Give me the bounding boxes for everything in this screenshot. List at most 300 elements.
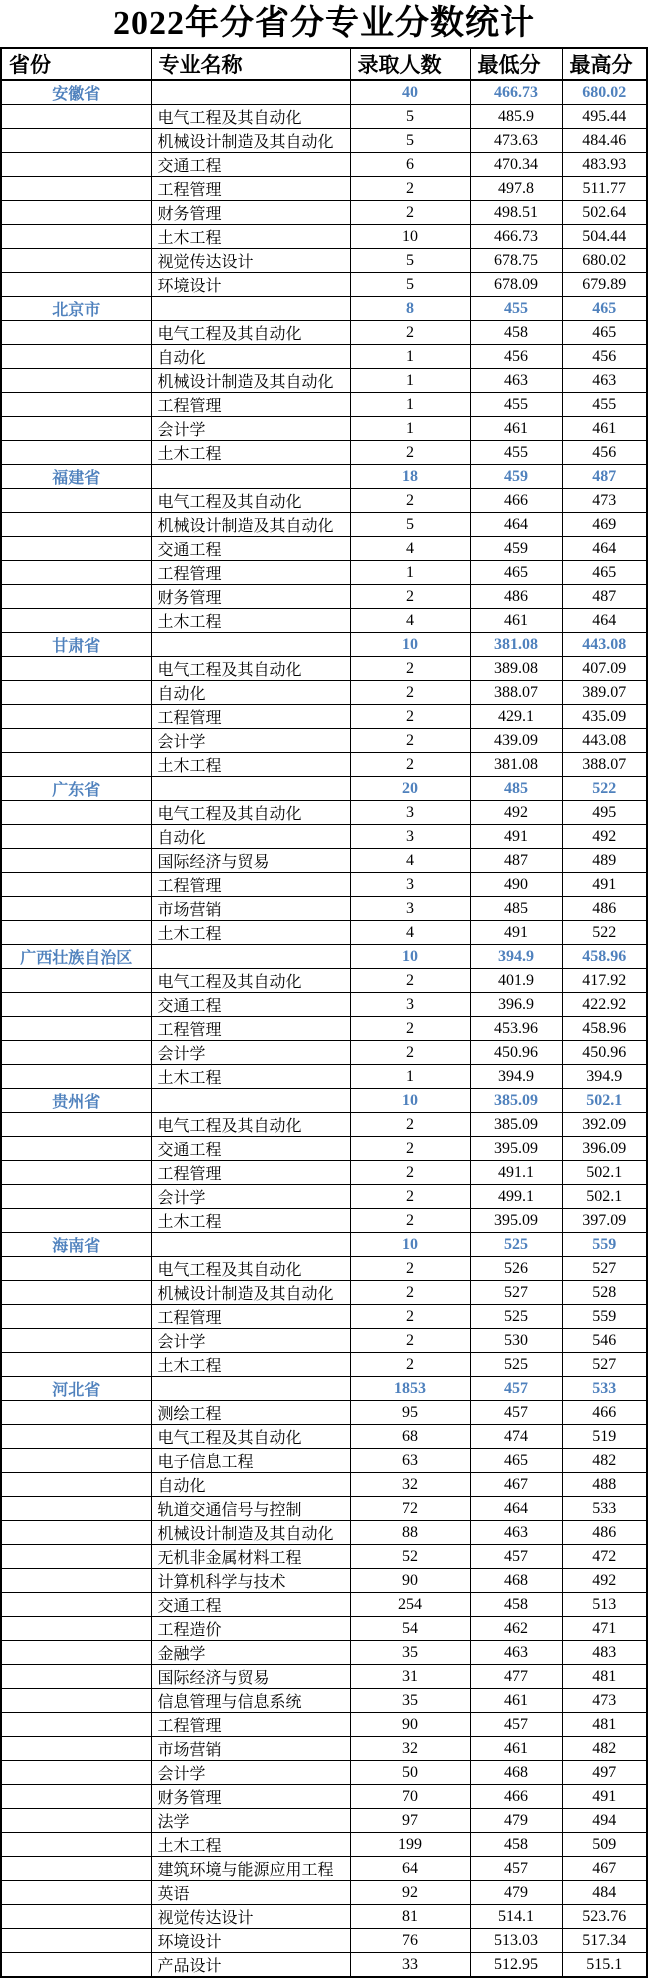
min-score-cell: 401.9 — [470, 969, 562, 993]
min-score-cell: 461 — [470, 609, 562, 633]
major-name-cell: 机械设计制造及其自动化 — [151, 1281, 350, 1305]
max-score-cell: 495 — [562, 801, 647, 825]
major-name-cell: 计算机科学与技术 — [151, 1569, 350, 1593]
max-score-cell: 443.08 — [562, 729, 647, 753]
province-name-cell — [1, 1881, 151, 1905]
admit-count-cell: 254 — [350, 1593, 470, 1617]
province-name-cell — [1, 105, 151, 129]
max-score-cell: 463 — [562, 369, 647, 393]
max-score-cell: 519 — [562, 1425, 647, 1449]
max-score-cell: 509 — [562, 1833, 647, 1857]
major-name-cell: 工程管理 — [151, 177, 350, 201]
major-name-cell: 会计学 — [151, 729, 350, 753]
major-name-cell: 电气工程及其自动化 — [151, 1257, 350, 1281]
min-score-cell: 498.51 — [470, 201, 562, 225]
admit-count-cell: 2 — [350, 1305, 470, 1329]
max-score-cell: 484.46 — [562, 129, 647, 153]
admit-count-cell: 2 — [350, 1161, 470, 1185]
min-score-cell: 514.1 — [470, 1905, 562, 1929]
major-row — [1, 825, 647, 849]
admit-count-cell: 88 — [350, 1521, 470, 1545]
major-row — [1, 705, 647, 729]
major-name-cell — [151, 777, 350, 801]
min-score-cell: 463 — [470, 369, 562, 393]
admit-count-cell: 1 — [350, 1065, 470, 1089]
province-name-cell — [1, 177, 151, 201]
admit-count-cell: 3 — [350, 993, 470, 1017]
major-name-cell — [151, 1377, 350, 1401]
major-row — [1, 1521, 647, 1545]
major-row — [1, 249, 647, 273]
major-name-cell: 电气工程及其自动化 — [151, 489, 350, 513]
province-name-cell — [1, 1569, 151, 1593]
min-score-cell: 394.9 — [470, 945, 562, 969]
major-name-cell: 电气工程及其自动化 — [151, 1425, 350, 1449]
admit-count-cell: 2 — [350, 1017, 470, 1041]
province-name-cell — [1, 1209, 151, 1233]
min-score-cell: 492 — [470, 801, 562, 825]
major-row — [1, 969, 647, 993]
max-score-cell: 517.34 — [562, 1929, 647, 1953]
max-score-cell: 473 — [562, 489, 647, 513]
major-name-cell: 财务管理 — [151, 1785, 350, 1809]
province-name-cell — [1, 249, 151, 273]
province-name-cell — [1, 225, 151, 249]
province-name-cell: 河北省 — [1, 1377, 151, 1401]
major-row — [1, 201, 647, 225]
scores-table — [0, 47, 648, 1978]
province-name-cell — [1, 537, 151, 561]
min-score-cell: 468 — [470, 1569, 562, 1593]
major-row — [1, 921, 647, 945]
max-score-cell: 513 — [562, 1593, 647, 1617]
max-score-cell: 491 — [562, 1785, 647, 1809]
max-score-cell: 528 — [562, 1281, 647, 1305]
major-row — [1, 513, 647, 537]
province-summary-row — [1, 465, 647, 489]
major-row — [1, 321, 647, 345]
min-score-cell: 389.08 — [470, 657, 562, 681]
province-name-cell — [1, 1641, 151, 1665]
province-name-cell — [1, 1521, 151, 1545]
province-summary-row — [1, 80, 647, 105]
max-score-cell: 388.07 — [562, 753, 647, 777]
max-score-cell: 527 — [562, 1353, 647, 1377]
major-row — [1, 537, 647, 561]
max-score-cell: 515.1 — [562, 1953, 647, 1978]
admit-count-cell: 1 — [350, 369, 470, 393]
min-score-cell: 525 — [470, 1233, 562, 1257]
major-name-cell: 交通工程 — [151, 1593, 350, 1617]
admit-count-cell: 3 — [350, 873, 470, 897]
min-score-cell: 439.09 — [470, 729, 562, 753]
province-name-cell — [1, 993, 151, 1017]
province-name-cell — [1, 1785, 151, 1809]
province-name-cell — [1, 417, 151, 441]
min-score-cell: 485.9 — [470, 105, 562, 129]
header-max-score: 最高分 — [562, 48, 647, 80]
province-name-cell — [1, 1425, 151, 1449]
admit-count-cell: 76 — [350, 1929, 470, 1953]
min-score-cell: 474 — [470, 1425, 562, 1449]
major-name-cell: 财务管理 — [151, 201, 350, 225]
major-name-cell: 工程管理 — [151, 393, 350, 417]
admit-count-cell: 1 — [350, 345, 470, 369]
major-row — [1, 1881, 647, 1905]
province-name-cell — [1, 729, 151, 753]
province-name-cell — [1, 1497, 151, 1521]
major-name-cell: 环境设计 — [151, 273, 350, 297]
major-name-cell: 自动化 — [151, 825, 350, 849]
major-row — [1, 657, 647, 681]
max-score-cell: 482 — [562, 1737, 647, 1761]
min-score-cell: 381.08 — [470, 633, 562, 657]
table-body — [1, 80, 647, 1977]
major-row — [1, 1281, 647, 1305]
major-row — [1, 1041, 647, 1065]
major-name-cell: 交通工程 — [151, 993, 350, 1017]
major-name-cell: 工程管理 — [151, 1305, 350, 1329]
min-score-cell: 479 — [470, 1809, 562, 1833]
max-score-cell: 502.1 — [562, 1089, 647, 1113]
major-row — [1, 153, 647, 177]
admit-count-cell: 18 — [350, 465, 470, 489]
min-score-cell: 456 — [470, 345, 562, 369]
province-name-cell — [1, 705, 151, 729]
major-row — [1, 729, 647, 753]
province-name-cell: 甘肃省 — [1, 633, 151, 657]
min-score-cell: 525 — [470, 1353, 562, 1377]
major-row — [1, 993, 647, 1017]
province-name-cell: 北京市 — [1, 297, 151, 321]
major-row — [1, 873, 647, 897]
major-name-cell: 会计学 — [151, 1329, 350, 1353]
province-name-cell — [1, 273, 151, 297]
max-score-cell: 458.96 — [562, 1017, 647, 1041]
max-score-cell: 489 — [562, 849, 647, 873]
min-score-cell: 512.95 — [470, 1953, 562, 1978]
admit-count-cell: 1 — [350, 393, 470, 417]
min-score-cell: 525 — [470, 1305, 562, 1329]
province-name-cell — [1, 1281, 151, 1305]
admit-count-cell: 2 — [350, 681, 470, 705]
major-name-cell: 土木工程 — [151, 1833, 350, 1857]
major-name-cell — [151, 633, 350, 657]
major-row — [1, 1953, 647, 1978]
admit-count-cell: 52 — [350, 1545, 470, 1569]
max-score-cell: 502.64 — [562, 201, 647, 225]
min-score-cell: 455 — [470, 297, 562, 321]
min-score-cell: 485 — [470, 897, 562, 921]
admit-count-cell: 10 — [350, 225, 470, 249]
max-score-cell: 680.02 — [562, 249, 647, 273]
major-name-cell: 电气工程及其自动化 — [151, 105, 350, 129]
major-name-cell: 测绘工程 — [151, 1401, 350, 1425]
major-name-cell: 电气工程及其自动化 — [151, 1113, 350, 1137]
min-score-cell: 467 — [470, 1473, 562, 1497]
major-row — [1, 1929, 647, 1953]
province-name-cell — [1, 1113, 151, 1137]
major-name-cell: 工程管理 — [151, 705, 350, 729]
major-row — [1, 1473, 647, 1497]
major-name-cell: 会计学 — [151, 1041, 350, 1065]
major-row — [1, 441, 647, 465]
admit-count-cell: 8 — [350, 297, 470, 321]
min-score-cell: 461 — [470, 417, 562, 441]
major-row — [1, 1617, 647, 1641]
min-score-cell: 468 — [470, 1761, 562, 1785]
province-summary-row — [1, 777, 647, 801]
major-name-cell: 土木工程 — [151, 225, 350, 249]
max-score-cell: 443.08 — [562, 633, 647, 657]
major-name-cell: 机械设计制造及其自动化 — [151, 513, 350, 537]
major-row — [1, 273, 647, 297]
min-score-cell: 487 — [470, 849, 562, 873]
min-score-cell: 464 — [470, 1497, 562, 1521]
min-score-cell: 385.09 — [470, 1113, 562, 1137]
admit-count-cell: 5 — [350, 513, 470, 537]
province-name-cell — [1, 1953, 151, 1978]
min-score-cell: 463 — [470, 1641, 562, 1665]
major-name-cell: 土木工程 — [151, 753, 350, 777]
admit-count-cell: 2 — [350, 201, 470, 225]
admit-count-cell: 32 — [350, 1737, 470, 1761]
min-score-cell: 458 — [470, 1833, 562, 1857]
major-name-cell: 建筑环境与能源应用工程 — [151, 1857, 350, 1881]
max-score-cell: 481 — [562, 1713, 647, 1737]
admit-count-cell: 2 — [350, 1137, 470, 1161]
major-row — [1, 1545, 647, 1569]
major-name-cell — [151, 1089, 350, 1113]
major-name-cell: 无机非金属材料工程 — [151, 1545, 350, 1569]
admit-count-cell: 1853 — [350, 1377, 470, 1401]
major-row — [1, 1833, 647, 1857]
admit-count-cell: 35 — [350, 1689, 470, 1713]
admit-count-cell: 92 — [350, 1881, 470, 1905]
admit-count-cell: 40 — [350, 80, 470, 105]
max-score-cell: 522 — [562, 777, 647, 801]
major-name-cell: 电气工程及其自动化 — [151, 321, 350, 345]
major-name-cell: 工程管理 — [151, 1017, 350, 1041]
min-score-cell: 461 — [470, 1737, 562, 1761]
province-name-cell — [1, 1761, 151, 1785]
max-score-cell: 472 — [562, 1545, 647, 1569]
min-score-cell: 473.63 — [470, 129, 562, 153]
admit-count-cell: 20 — [350, 777, 470, 801]
admit-count-cell: 35 — [350, 1641, 470, 1665]
major-row — [1, 561, 647, 585]
major-row — [1, 1425, 647, 1449]
max-score-cell: 679.89 — [562, 273, 647, 297]
max-score-cell: 559 — [562, 1305, 647, 1329]
admit-count-cell: 64 — [350, 1857, 470, 1881]
major-name-cell: 工程管理 — [151, 1161, 350, 1185]
major-name-cell: 电气工程及其自动化 — [151, 657, 350, 681]
min-score-cell: 395.09 — [470, 1209, 562, 1233]
header-row — [1, 48, 647, 80]
province-name-cell: 广东省 — [1, 777, 151, 801]
min-score-cell: 678.75 — [470, 249, 562, 273]
admit-count-cell: 10 — [350, 633, 470, 657]
major-name-cell: 机械设计制造及其自动化 — [151, 1521, 350, 1545]
header-admit-count: 录取人数 — [350, 48, 470, 80]
major-row — [1, 1569, 647, 1593]
province-name-cell — [1, 1905, 151, 1929]
province-name-cell — [1, 1041, 151, 1065]
province-name-cell: 福建省 — [1, 465, 151, 489]
province-name-cell — [1, 1929, 151, 1953]
max-score-cell: 491 — [562, 873, 647, 897]
province-name-cell — [1, 1593, 151, 1617]
major-row — [1, 225, 647, 249]
max-score-cell: 533 — [562, 1497, 647, 1521]
major-row — [1, 1017, 647, 1041]
major-row — [1, 417, 647, 441]
major-name-cell: 电气工程及其自动化 — [151, 969, 350, 993]
header-min-score: 最低分 — [470, 48, 562, 80]
admit-count-cell: 68 — [350, 1425, 470, 1449]
major-name-cell: 交通工程 — [151, 537, 350, 561]
min-score-cell: 465 — [470, 561, 562, 585]
min-score-cell: 526 — [470, 1257, 562, 1281]
major-name-cell: 英语 — [151, 1881, 350, 1905]
major-name-cell: 电子信息工程 — [151, 1449, 350, 1473]
major-name-cell: 自动化 — [151, 345, 350, 369]
major-name-cell: 工程管理 — [151, 1713, 350, 1737]
major-name-cell: 会计学 — [151, 1185, 350, 1209]
major-row — [1, 1113, 647, 1137]
major-row — [1, 1641, 647, 1665]
min-score-cell: 385.09 — [470, 1089, 562, 1113]
admit-count-cell: 10 — [350, 1233, 470, 1257]
max-score-cell: 502.1 — [562, 1161, 647, 1185]
major-row — [1, 1161, 647, 1185]
major-row — [1, 129, 647, 153]
max-score-cell: 465 — [562, 321, 647, 345]
major-name-cell: 交通工程 — [151, 1137, 350, 1161]
major-row — [1, 897, 647, 921]
min-score-cell: 463 — [470, 1521, 562, 1545]
max-score-cell: 394.9 — [562, 1065, 647, 1089]
max-score-cell: 422.92 — [562, 993, 647, 1017]
admit-count-cell: 50 — [350, 1761, 470, 1785]
min-score-cell: 453.96 — [470, 1017, 562, 1041]
province-name-cell — [1, 801, 151, 825]
major-row — [1, 1785, 647, 1809]
min-score-cell: 479 — [470, 1881, 562, 1905]
major-name-cell: 市场营销 — [151, 897, 350, 921]
major-row — [1, 753, 647, 777]
major-name-cell: 土木工程 — [151, 921, 350, 945]
admit-count-cell: 2 — [350, 441, 470, 465]
province-summary-row — [1, 1233, 647, 1257]
max-score-cell: 456 — [562, 441, 647, 465]
max-score-cell: 435.09 — [562, 705, 647, 729]
max-score-cell: 464 — [562, 609, 647, 633]
max-score-cell: 494 — [562, 1809, 647, 1833]
min-score-cell: 457 — [470, 1713, 562, 1737]
min-score-cell: 466 — [470, 1785, 562, 1809]
max-score-cell: 527 — [562, 1257, 647, 1281]
max-score-cell: 450.96 — [562, 1041, 647, 1065]
admit-count-cell: 63 — [350, 1449, 470, 1473]
min-score-cell: 466 — [470, 489, 562, 513]
province-name-cell — [1, 1329, 151, 1353]
admit-count-cell: 2 — [350, 969, 470, 993]
min-score-cell: 459 — [470, 465, 562, 489]
max-score-cell: 473 — [562, 1689, 647, 1713]
admit-count-cell: 2 — [350, 489, 470, 513]
province-name-cell — [1, 825, 151, 849]
max-score-cell: 487 — [562, 465, 647, 489]
min-score-cell: 450.96 — [470, 1041, 562, 1065]
admit-count-cell: 90 — [350, 1713, 470, 1737]
max-score-cell: 481 — [562, 1665, 647, 1689]
admit-count-cell: 2 — [350, 753, 470, 777]
major-name-cell: 土木工程 — [151, 441, 350, 465]
province-summary-row — [1, 1377, 647, 1401]
min-score-cell: 396.9 — [470, 993, 562, 1017]
major-row — [1, 1905, 647, 1929]
province-name-cell — [1, 1833, 151, 1857]
major-name-cell: 视觉传达设计 — [151, 249, 350, 273]
major-name-cell — [151, 465, 350, 489]
min-score-cell: 465 — [470, 1449, 562, 1473]
admit-count-cell: 10 — [350, 945, 470, 969]
major-row — [1, 489, 647, 513]
admit-count-cell: 54 — [350, 1617, 470, 1641]
admit-count-cell: 2 — [350, 657, 470, 681]
min-score-cell: 485 — [470, 777, 562, 801]
major-name-cell — [151, 1233, 350, 1257]
province-name-cell — [1, 1017, 151, 1041]
major-row — [1, 1737, 647, 1761]
min-score-cell: 464 — [470, 513, 562, 537]
province-name-cell — [1, 561, 151, 585]
province-name-cell — [1, 1137, 151, 1161]
min-score-cell: 388.07 — [470, 681, 562, 705]
admit-count-cell: 5 — [350, 105, 470, 129]
admit-count-cell: 70 — [350, 1785, 470, 1809]
admit-count-cell: 2 — [350, 729, 470, 753]
min-score-cell: 530 — [470, 1329, 562, 1353]
province-name-cell — [1, 1545, 151, 1569]
admit-count-cell: 5 — [350, 249, 470, 273]
major-row — [1, 1185, 647, 1209]
major-row — [1, 1137, 647, 1161]
min-score-cell: 678.09 — [470, 273, 562, 297]
max-score-cell: 486 — [562, 1521, 647, 1545]
major-name-cell: 环境设计 — [151, 1929, 350, 1953]
admit-count-cell: 2 — [350, 1209, 470, 1233]
min-score-cell: 459 — [470, 537, 562, 561]
max-score-cell: 458.96 — [562, 945, 647, 969]
max-score-cell: 483.93 — [562, 153, 647, 177]
major-row — [1, 1689, 647, 1713]
max-score-cell: 397.09 — [562, 1209, 647, 1233]
max-score-cell: 467 — [562, 1857, 647, 1881]
max-score-cell: 680.02 — [562, 80, 647, 105]
province-name-cell — [1, 1689, 151, 1713]
major-row — [1, 1665, 647, 1689]
major-row — [1, 1449, 647, 1473]
min-score-cell: 429.1 — [470, 705, 562, 729]
province-name-cell — [1, 129, 151, 153]
max-score-cell: 396.09 — [562, 1137, 647, 1161]
admit-count-cell: 199 — [350, 1833, 470, 1857]
major-row — [1, 105, 647, 129]
admit-count-cell: 1 — [350, 417, 470, 441]
